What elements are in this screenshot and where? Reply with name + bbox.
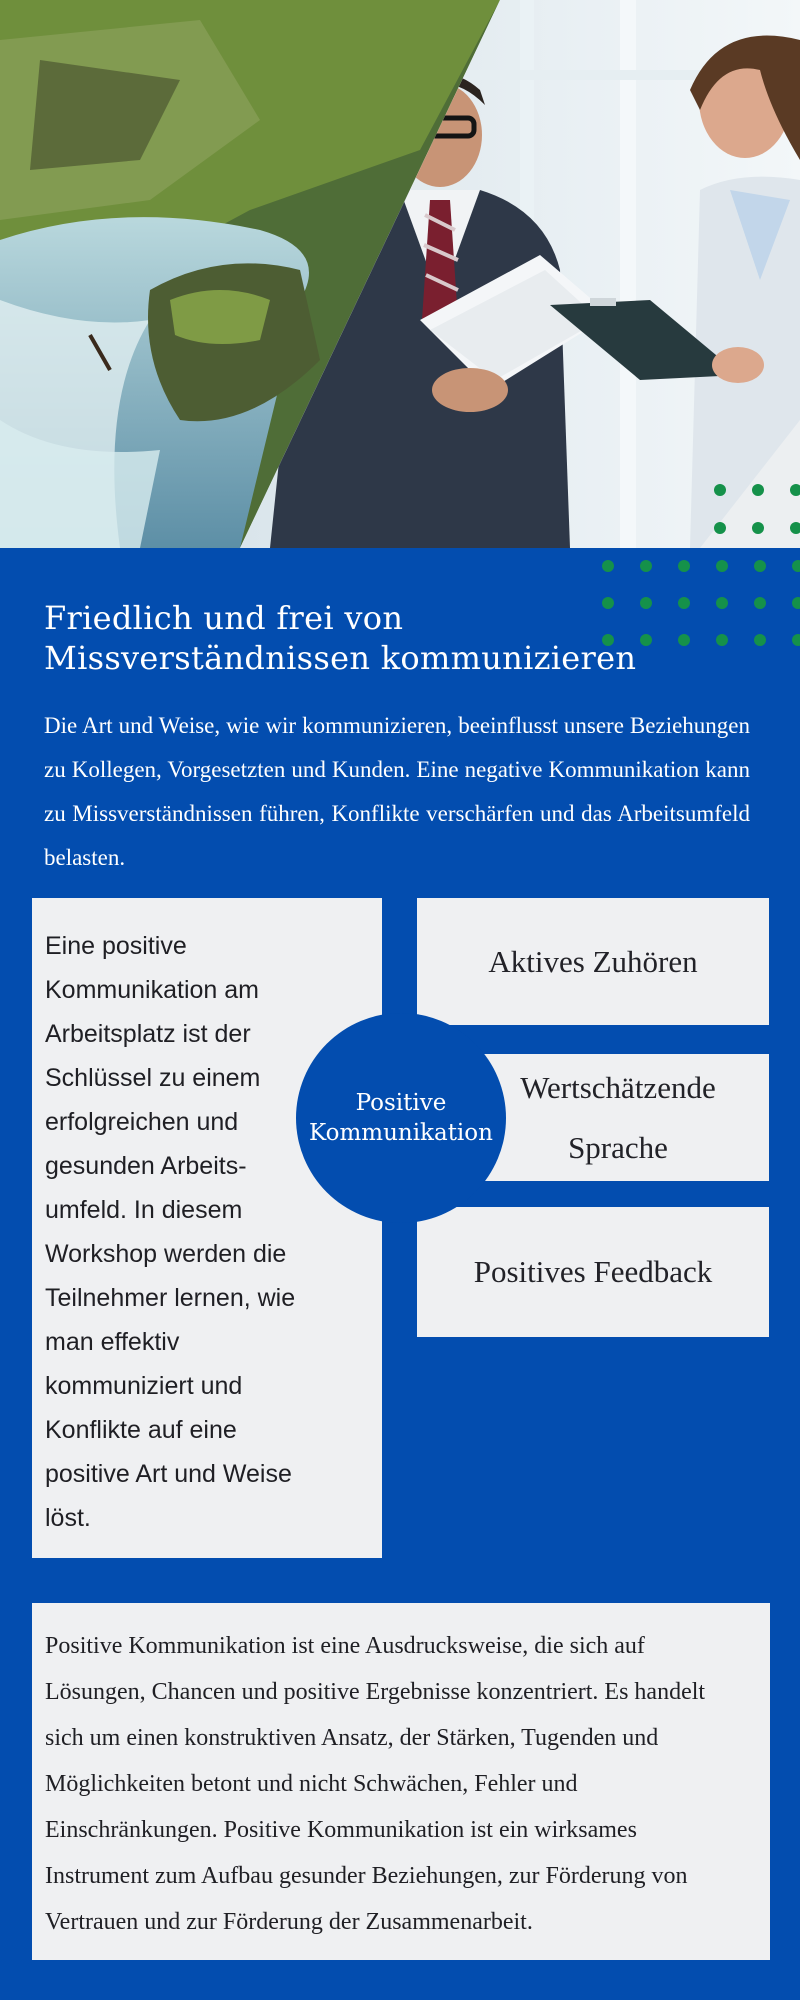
card-active-listening-label: Aktives Zuhören: [488, 943, 698, 979]
definition-card: [32, 1603, 770, 1960]
card-active-listening: [417, 898, 769, 1025]
card-positive-feedback-label: Positives Feedback: [473, 1254, 713, 1289]
workshop-description-card: [32, 898, 382, 1558]
workshop-description-text: Eine positive Kommunikation am Arbeitsplatz ist der Schlüssel zu einem erfolgreichen und gesunden Arbeits- umfeld. In diesem Workshop werden die Teilnehmer lernen, wie man effektiv kommuniziert und Konflikte auf eine positive Art und Weise löst.: [45, 932, 296, 1532]
intro-paragraph: Die Art und Weise, wie wir kommunizieren, beeinflusst unsere Beziehungen zu Kollegen, Vorgesetzten und Kunden. Eine negative Kommunikation kann zu Missverständnissen führen, Konflikte verschärfen und das Arbeitsumfeld belasten.: [44, 713, 750, 870]
center-topic-label: Positive Kommunikation: [309, 1090, 493, 1146]
card-appreciative-language-label: Wertschätzende Sprache: [520, 1069, 716, 1165]
hero-collage: [0, 0, 800, 548]
definition-text: Positive Kommunikation ist eine Ausdrucksweise, die sich auf Lösungen, Chancen und positive Ergebnisse konzentriert. Es handelt sich um einen konstruktiven Ansatz, der Stärken, Tugenden und Möglichkeiten betont und nicht Schwächen, Fehler und Einschränkungen. Positive Kommunikation ist ein wirksames Instrument zum Aufbau gesunder Beziehungen, zur Förderung von Vertrauen und zur Förderung der Zusammenarbeit.: [45, 1633, 706, 1935]
page-title: Friedlich und frei von Missverständnissen kommunizieren: [44, 599, 637, 677]
hero-banner: [0, 0, 800, 548]
dot-pattern-upper: [710, 484, 800, 534]
card-positive-feedback: [417, 1207, 769, 1337]
center-topic-circle: [296, 1013, 506, 1223]
